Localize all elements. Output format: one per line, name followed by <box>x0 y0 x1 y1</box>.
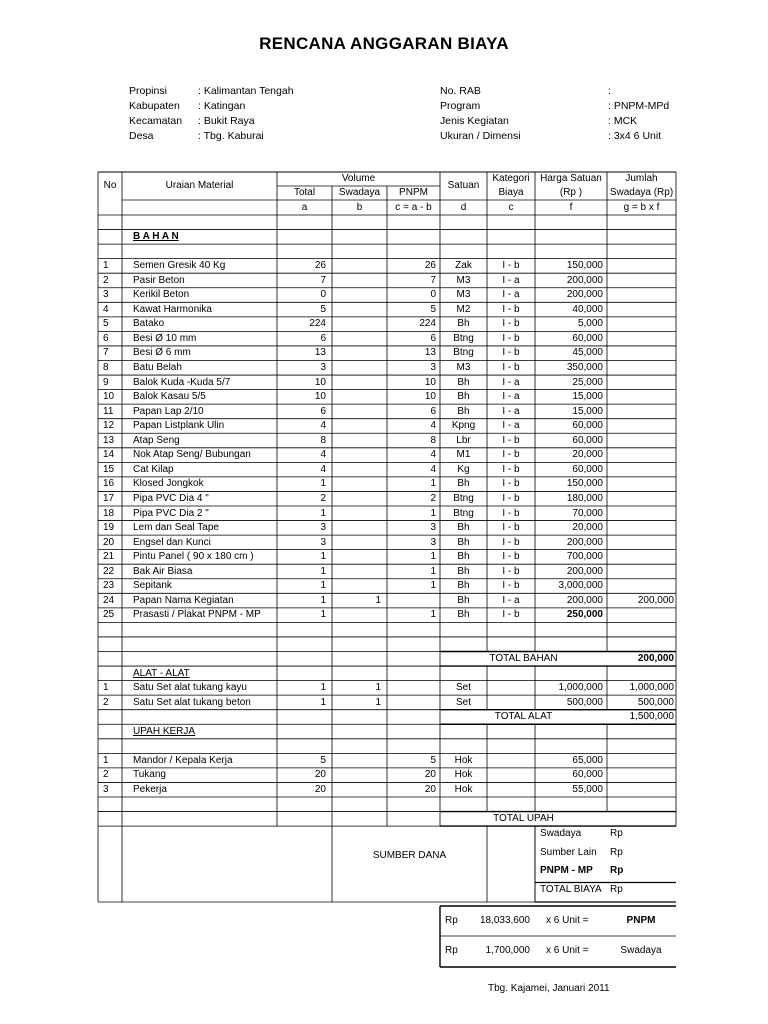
qty-swadaya: 1 <box>375 594 381 606</box>
unit-price: 45,000 <box>572 347 603 359</box>
qty-pnpm: 1 <box>430 609 436 621</box>
unit-price: 150,000 <box>566 260 603 272</box>
row-number: 3 <box>103 783 109 795</box>
qty-total: 1 <box>320 478 326 490</box>
item-name: Nok Atap Seng/ Bubungan <box>133 449 251 461</box>
unit-price: 350,000 <box>566 362 603 373</box>
unit: Bh <box>457 478 470 490</box>
qty-total: 1 <box>320 551 326 563</box>
qty-total: 20 <box>314 783 326 795</box>
amount-swadaya: 200,000 <box>637 594 674 606</box>
qty-total: 224 <box>309 318 326 330</box>
category: I - b <box>502 478 520 490</box>
category: I - a <box>502 405 520 417</box>
qty-total: 6 <box>320 332 326 344</box>
qty-pnpm: 3 <box>430 536 436 548</box>
qty-total: 5 <box>320 303 326 315</box>
unit-price: 200,000 <box>566 594 603 606</box>
summary-amount: 1,700,000 <box>485 945 530 956</box>
unit-price: 20,000 <box>572 449 603 461</box>
category: I - b <box>502 551 520 563</box>
item-name: Papan Lap 2/10 <box>133 405 204 417</box>
item-name: Besi Ø 6 mm <box>133 347 191 359</box>
item-name: Atap Seng <box>133 434 180 446</box>
item-name: Batako <box>133 318 165 330</box>
qty-swadaya: 1 <box>375 682 381 694</box>
unit-price: 3,000,000 <box>558 580 603 592</box>
category: I - b <box>502 522 520 534</box>
item-name: Engsel dan Kunci <box>133 536 211 548</box>
column-code: c <box>508 202 514 213</box>
funding-source-label: Sumber Lain <box>540 846 597 858</box>
unit-price: 500,000 <box>566 696 603 708</box>
column-header-pnpm: PNPM <box>399 187 428 198</box>
amount-swadaya: 1,000,000 <box>629 682 674 694</box>
item-name: Kawat Harmonika <box>133 303 212 315</box>
row-number: 12 <box>103 420 115 432</box>
unit: M3 <box>456 289 471 301</box>
qty-pnpm: 1 <box>430 565 436 577</box>
qty-pnpm: 1 <box>430 551 436 563</box>
qty-pnpm: 1 <box>430 580 436 592</box>
item-name: Pasir Beton <box>133 274 185 286</box>
row-number: 3 <box>103 289 109 301</box>
header-left-value: : Tbg. Kaburai <box>198 130 264 142</box>
column-header-jumlah: Jumlah <box>625 173 658 184</box>
item-name: Pintu Panel ( 90 x 180 cm ) <box>133 551 254 563</box>
category: I - a <box>502 376 520 388</box>
row-number: 16 <box>103 478 115 490</box>
unit-price: 55,000 <box>572 783 603 795</box>
qty-pnpm: 4 <box>430 420 436 432</box>
category: I - b <box>502 507 520 519</box>
unit-price: 60,000 <box>572 434 603 446</box>
qty-total: 1 <box>320 580 326 592</box>
summary-amount: 18,033,600 <box>479 915 530 926</box>
funding-source-currency: Rp <box>610 828 623 840</box>
header-right-value: : <box>608 85 611 97</box>
category: I - b <box>502 347 520 359</box>
unit-price: 200,000 <box>566 289 603 301</box>
row-number: 9 <box>103 376 109 388</box>
unit-price: 70,000 <box>572 507 603 519</box>
category: I - b <box>502 260 520 272</box>
unit-price: 60,000 <box>572 332 603 344</box>
row-number: 4 <box>103 303 109 315</box>
qty-total: 3 <box>320 362 326 373</box>
signature-place-date: Tbg. Kajamei, Januari 2011 <box>488 983 610 994</box>
unit: Bh <box>457 318 470 330</box>
unit: M2 <box>456 303 471 315</box>
category: I - b <box>502 303 520 315</box>
unit-price: 20,000 <box>572 522 603 534</box>
qty-total: 10 <box>314 376 326 388</box>
qty-pnpm: 6 <box>430 405 436 417</box>
qty-total: 4 <box>320 463 326 475</box>
unit-price: 200,000 <box>566 565 603 577</box>
unit: M3 <box>456 274 471 286</box>
qty-total: 1 <box>320 682 326 694</box>
qty-pnpm: 1 <box>430 478 436 490</box>
item-name: Batu Belah <box>133 362 182 373</box>
row-number: 19 <box>103 522 115 534</box>
unit: Bh <box>457 551 470 563</box>
item-name: Tukang <box>133 769 166 781</box>
header-left-label: Kabupaten <box>129 100 180 112</box>
item-name: Cat Kilap <box>133 463 174 475</box>
category: I - b <box>502 463 520 475</box>
summary-label: Swadaya <box>620 945 662 956</box>
unit: Set <box>455 696 471 708</box>
qty-total: 4 <box>320 449 326 461</box>
qty-pnpm: 224 <box>419 318 436 330</box>
header-right-label: Ukuran / Dimensi <box>440 130 521 142</box>
item-name: Papan Listplank Ulin <box>133 420 225 432</box>
qty-total: 10 <box>314 391 326 403</box>
row-number: 8 <box>103 362 109 373</box>
item-name: Pekerja <box>133 783 167 795</box>
column-code: f <box>569 202 573 213</box>
qty-pnpm: 13 <box>424 347 436 359</box>
category: I - b <box>502 362 520 373</box>
unit: Hok <box>454 754 473 766</box>
unit-price: 150,000 <box>566 478 603 490</box>
qty-pnpm: 4 <box>430 463 436 475</box>
row-number: 11 <box>103 405 114 417</box>
qty-total: 2 <box>320 492 326 504</box>
qty-total: 3 <box>320 522 326 534</box>
page-title: RENCANA ANGGARAN BIAYA <box>259 34 509 53</box>
column-code: d <box>460 202 467 213</box>
header-right-label: Jenis Kegiatan <box>440 115 509 127</box>
row-number: 18 <box>103 507 115 519</box>
column-header-volume: Volume <box>341 173 376 184</box>
item-name: Satu Set alat tukang kayu <box>133 682 247 694</box>
item-name: Bak Air Biasa <box>133 565 193 577</box>
qty-pnpm: 10 <box>424 376 436 388</box>
category: I - a <box>502 391 520 403</box>
item-name: Satu Set alat tukang beton <box>133 696 251 708</box>
row-number: 22 <box>103 565 115 577</box>
row-number: 1 <box>103 754 109 766</box>
category: I - b <box>502 609 520 621</box>
qty-total: 26 <box>314 260 326 272</box>
row-number: 14 <box>103 449 115 461</box>
qty-pnpm: 20 <box>424 769 436 781</box>
header-left-value: : Bukit Raya <box>198 115 255 127</box>
column-header-harga: (Rp ) <box>559 187 583 198</box>
unit-price: 15,000 <box>572 405 603 417</box>
funding-source-currency: Rp <box>610 846 623 858</box>
unit-price: 25,000 <box>572 376 603 388</box>
funding-source-label: PNPM - MP <box>540 865 593 877</box>
qty-pnpm: 6 <box>430 332 436 344</box>
item-name: Besi Ø 10 mm <box>133 332 197 344</box>
unit: Bh <box>457 376 470 388</box>
item-name: Klosed Jongkok <box>133 478 204 490</box>
unit-price: 60,000 <box>572 420 603 432</box>
category: I - a <box>502 289 520 301</box>
total-value: 200,000 <box>637 653 674 664</box>
column-header-harga: Harga Satuan <box>540 173 602 184</box>
qty-total: 1 <box>320 565 326 577</box>
header-right-value: : PNPM-MPd <box>608 100 670 112</box>
header-left-value: : Kalimantan Tengah <box>198 85 294 97</box>
item-name: Lem dan Seal Tape <box>133 522 219 534</box>
unit: M1 <box>456 449 471 461</box>
summary-currency: Rp <box>445 915 458 926</box>
item-name: Sepitank <box>133 580 172 592</box>
column-header-kategori: Kategori <box>492 173 530 184</box>
column-code: c = a - b <box>395 202 432 213</box>
category: I - b <box>502 580 520 592</box>
header-left-value: : Katingan <box>198 100 246 112</box>
qty-total: 4 <box>320 420 326 432</box>
header-right-value: : 3x4 6 Unit <box>608 130 662 142</box>
total-value: 1,500,000 <box>629 711 674 723</box>
row-number: 1 <box>103 682 109 694</box>
column-code: g = b x f <box>623 202 660 213</box>
unit: Bh <box>457 594 470 606</box>
category: I - a <box>502 274 520 286</box>
section-heading: UPAH KERJA <box>133 725 196 737</box>
header-left-label: Desa <box>129 130 154 142</box>
unit: Bh <box>457 391 470 403</box>
qty-pnpm: 10 <box>424 391 436 403</box>
column-header-jumlah: Swadaya (Rp) <box>609 187 674 198</box>
row-number: 2 <box>103 274 109 286</box>
qty-pnpm: 8 <box>430 434 436 446</box>
category: I - b <box>502 332 520 344</box>
header-right-label: Program <box>440 100 481 112</box>
column-code: b <box>356 202 363 213</box>
row-number: 1 <box>103 260 109 272</box>
qty-pnpm: 5 <box>430 303 436 315</box>
amount-swadaya: 500,000 <box>637 696 674 708</box>
category: I - a <box>502 594 520 606</box>
unit: Bh <box>457 405 470 417</box>
column-header-kategori: Biaya <box>498 187 524 198</box>
qty-pnpm: 2 <box>430 492 436 504</box>
item-name: Semen Gresik 40 Kg <box>133 260 226 272</box>
unit: Kpng <box>451 420 476 432</box>
qty-swadaya: 1 <box>375 696 381 708</box>
qty-total: 8 <box>320 434 326 446</box>
qty-pnpm: 26 <box>424 260 436 272</box>
unit: Btng <box>453 332 474 344</box>
row-number: 20 <box>103 536 115 548</box>
row-number: 17 <box>103 492 115 504</box>
qty-total: 6 <box>320 405 326 417</box>
qty-total: 1 <box>320 609 326 621</box>
column-header-swadaya: Swadaya <box>338 187 381 198</box>
qty-total: 7 <box>320 274 326 286</box>
row-number: 2 <box>103 696 109 708</box>
item-name: Papan Nama Kegiatan <box>133 594 234 606</box>
summary-multiplier: x 6 Unit = <box>546 915 589 926</box>
item-name: Mandor / Kepala Kerja <box>133 754 233 766</box>
unit-price: 250,000 <box>566 609 603 621</box>
header-right-value: : MCK <box>608 115 638 127</box>
column-header-uraian: Uraian Material <box>165 180 234 191</box>
funding-source-currency: Rp <box>610 883 623 895</box>
item-name: Pipa PVC Dia 4 " <box>133 492 209 504</box>
item-name: Kerikil Beton <box>133 289 190 301</box>
qty-pnpm: 0 <box>430 289 436 301</box>
summary-multiplier: x 6 Unit = <box>546 945 589 956</box>
qty-total: 13 <box>314 347 326 359</box>
unit: Hok <box>454 769 473 781</box>
row-number: 13 <box>103 434 115 446</box>
unit: Bh <box>457 580 470 592</box>
qty-pnpm: 3 <box>430 362 436 373</box>
unit: Lbr <box>456 434 471 446</box>
unit: Bh <box>457 565 470 577</box>
unit-price: 15,000 <box>572 391 603 403</box>
qty-pnpm: 3 <box>430 522 436 534</box>
qty-total: 3 <box>320 536 326 548</box>
row-number: 15 <box>103 463 115 475</box>
column-header-total: Total <box>293 187 316 198</box>
unit: Btng <box>453 507 474 519</box>
row-number: 6 <box>103 332 109 344</box>
column-header-no: No <box>103 180 117 191</box>
unit: Bh <box>457 536 470 548</box>
category: I - b <box>502 536 520 548</box>
item-name: Pipa PVC Dia 2 " <box>133 507 209 519</box>
funding-source-label: TOTAL BIAYA <box>540 883 602 895</box>
item-name: Balok Kasau 5/5 <box>133 391 206 403</box>
qty-total: 1 <box>320 594 326 606</box>
unit-price: 200,000 <box>566 536 603 548</box>
header-right-label: No. RAB <box>440 85 481 97</box>
header-left-label: Kecamatan <box>129 115 183 127</box>
sumber-dana-label: SUMBER DANA <box>372 850 447 862</box>
column-header-satuan: Satuan <box>447 180 480 191</box>
qty-total: 0 <box>320 289 326 301</box>
qty-total: 20 <box>314 769 326 781</box>
section-heading: B A H A N <box>133 231 179 243</box>
total-label: TOTAL ALAT <box>494 711 553 723</box>
item-name: Prasasti / Plakat PNPM - MP <box>133 609 261 621</box>
row-number: 5 <box>103 318 109 330</box>
item-name: Balok Kuda -Kuda 5/7 <box>133 376 231 388</box>
total-label: TOTAL UPAH <box>493 813 554 825</box>
row-number: 24 <box>103 594 115 606</box>
qty-pnpm: 7 <box>430 274 436 286</box>
funding-source-label: Swadaya <box>540 828 582 840</box>
section-heading: ALAT - ALAT <box>133 667 190 679</box>
qty-total: 1 <box>320 696 326 708</box>
row-number: 2 <box>103 769 109 781</box>
category: I - b <box>502 434 520 446</box>
funding-source-currency: Rp <box>610 865 624 877</box>
unit: Kg <box>457 463 470 475</box>
unit: Btng <box>453 492 474 504</box>
category: I - b <box>502 318 520 330</box>
row-number: 23 <box>103 580 115 592</box>
category: I - b <box>502 449 520 461</box>
qty-pnpm: 5 <box>430 754 436 766</box>
unit-price: 40,000 <box>572 303 603 315</box>
qty-total: 5 <box>320 754 326 766</box>
unit: Hok <box>454 783 473 795</box>
unit-price: 200,000 <box>566 274 603 286</box>
qty-pnpm: 1 <box>430 507 436 519</box>
qty-pnpm: 4 <box>430 449 436 461</box>
unit-price: 700,000 <box>566 551 603 563</box>
qty-pnpm: 20 <box>424 783 436 795</box>
qty-total: 1 <box>320 507 326 519</box>
unit-price: 5,000 <box>577 318 603 330</box>
unit: Btng <box>453 347 474 359</box>
unit-price: 180,000 <box>566 492 603 504</box>
row-number: 10 <box>103 391 115 403</box>
unit-price: 1,000,000 <box>558 682 603 694</box>
unit: M3 <box>456 362 471 373</box>
total-label: TOTAL BAHAN <box>489 653 558 664</box>
unit-price: 65,000 <box>572 754 603 766</box>
unit-price: 60,000 <box>572 769 603 781</box>
unit: Zak <box>455 260 472 272</box>
row-number: 21 <box>103 551 115 563</box>
summary-label: PNPM <box>626 915 656 926</box>
unit-price: 60,000 <box>572 463 603 475</box>
row-number: 25 <box>103 609 115 621</box>
unit: Set <box>455 682 471 694</box>
category: I - b <box>502 565 520 577</box>
header-left-label: Propinsi <box>129 85 167 97</box>
category: I - a <box>502 420 520 432</box>
category: I - b <box>502 492 520 504</box>
summary-currency: Rp <box>445 945 458 956</box>
unit: Bh <box>457 522 470 534</box>
unit: Bh <box>457 609 470 621</box>
column-code: a <box>301 202 308 213</box>
row-number: 7 <box>103 347 109 359</box>
